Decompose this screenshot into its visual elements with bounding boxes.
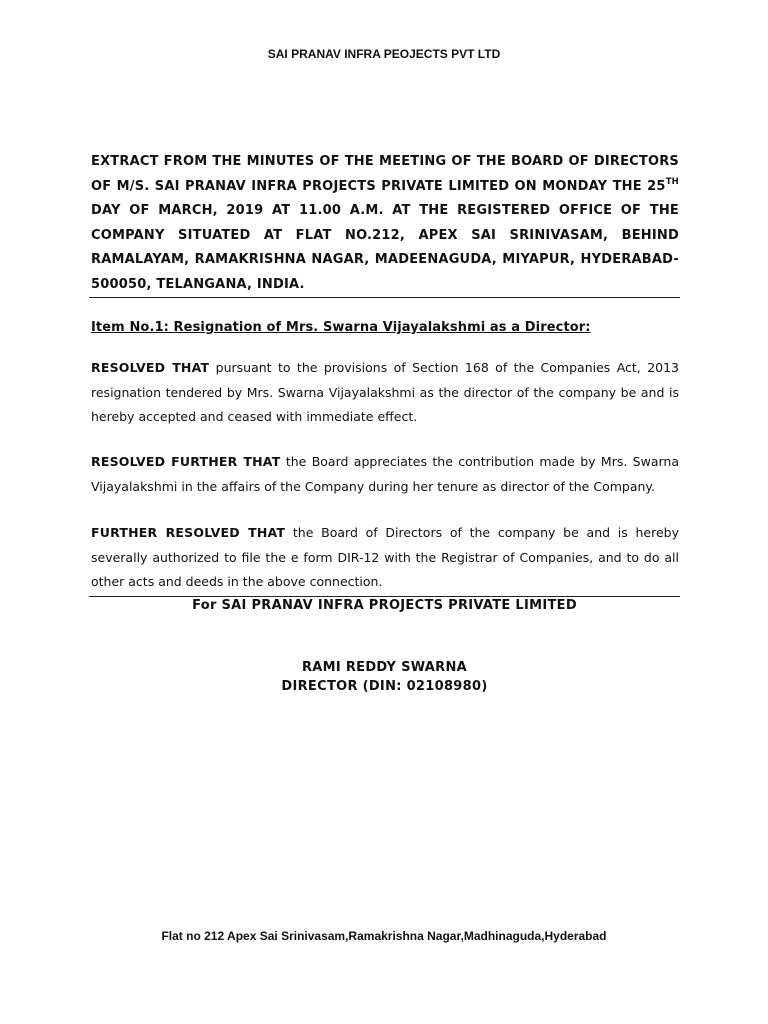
footer-address: Flat no 212 Apex Sai Srinivasam,Ramakrishna Nagar,Madhinaguda,Hyderabad xyxy=(161,929,607,943)
extract-text-part1: EXTRACT FROM THE MINUTES OF THE MEETING OF THE BOARD OF DIRECTORS OF M/S. SAI PRANAV INFRA PROJECTS PRIVATE LIMITED ON MONDAY THE 25 xyxy=(91,154,679,194)
resolution-2-lead: RESOLVED FURTHER THAT xyxy=(91,454,281,469)
signatory-name: RAMI REDDY SWARNA xyxy=(301,660,468,675)
for-company-line: For SAI PRANAV INFRA PROJECTS PRIVATE LIMITED xyxy=(192,598,577,613)
minutes-extract-heading xyxy=(91,150,679,297)
resolution-1-text: pursuant to the provisions of Section 168 of the Companies Act, 2013 resignation tendered by Mrs. Swarna Vijayalakshmi as the director of the company be and is hereby accepted and ceased with immediate effect. xyxy=(91,360,680,424)
resolution-1 xyxy=(91,356,679,430)
extract-ordinal-suffix: TH xyxy=(665,176,679,187)
item-heading: Item No.1: Resignation of Mrs. Swarna Vijayalakshmi as a Director: xyxy=(91,320,591,335)
resolution-1-lead: RESOLVED THAT xyxy=(91,360,210,375)
resolution-3-text: the Board of Directors of the company be and is hereby severally authorized to file the e form DIR-12 with the Registrar of Companies, and to do all other acts and deeds in the above connection. xyxy=(91,525,679,589)
extract-text-part2: DAY OF MARCH, 2019 AT 11.00 A.M. AT THE REGISTERED OFFICE OF THE COMPANY SITUATED AT FLAT NO.212, APEX SAI SRINIVASAM, BEHIND RAMALAYAM, RAMAKRISHNA NAGAR, MADEENAGUDA, MIYAPUR, HYDERABAD-500050, TELANGANA, INDIA. xyxy=(91,203,679,292)
resolution-3 xyxy=(91,521,679,595)
company-header: SAI PRANAV INFRA PEOJECTS PVT LTD xyxy=(267,47,501,61)
resolution-3-lead: FURTHER RESOLVED THAT xyxy=(91,525,286,540)
signatory-designation: DIRECTOR (DIN: 02108980) xyxy=(281,679,488,694)
resolution-2 xyxy=(91,450,679,499)
divider-top xyxy=(89,297,680,298)
divider-bottom xyxy=(89,596,680,597)
resolution-2-text: the Board appreciates the contribution made by Mrs. Swarna Vijayalakshmi in the affairs of the Company during her tenure as director of the Company. xyxy=(91,454,680,494)
